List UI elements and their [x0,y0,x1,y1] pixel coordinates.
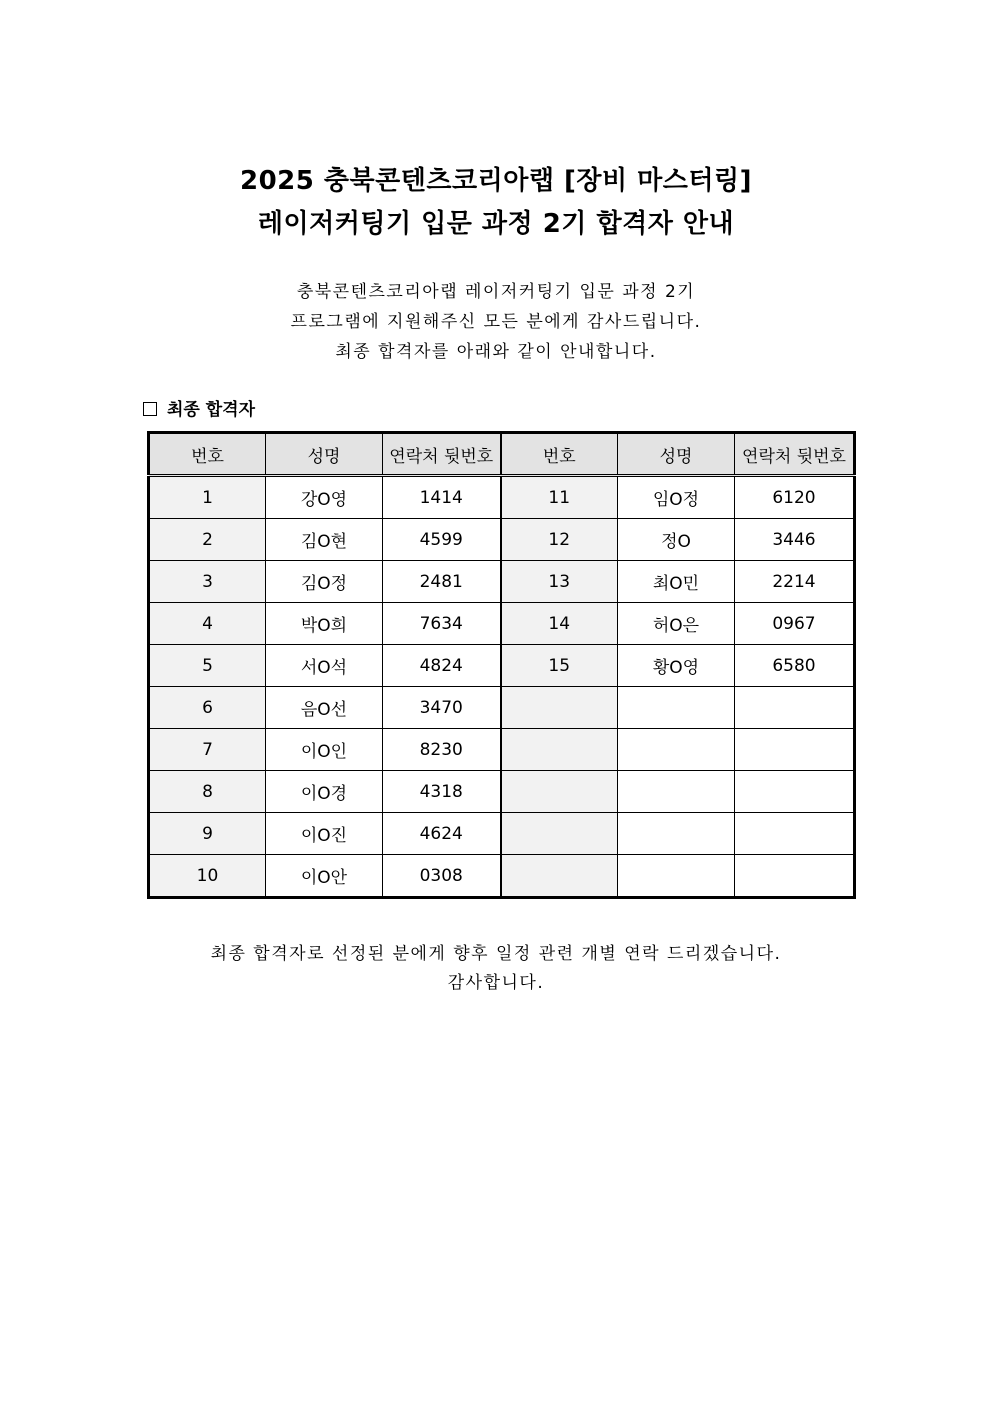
table-row [149,519,855,561]
table-row [149,813,855,855]
cell-name: 이O진 [266,813,383,855]
cell-contact: 8230 [383,729,501,771]
cell-number: 5 [149,645,266,687]
cell-number: 10 [149,855,266,898]
cell-number: 4 [149,603,266,645]
cell-contact: 3470 [383,687,501,729]
cell-contact: 4624 [383,813,501,855]
table-row [149,729,855,771]
table-header-row [149,433,855,476]
cell-name: 강O영 [266,476,383,519]
cell-number: 11 [501,476,618,519]
cell-contact: 2214 [735,561,855,603]
header-number-1: 번호 [149,433,266,476]
cell-contact [735,813,855,855]
cell-contact: 4824 [383,645,501,687]
cell-name: 서O석 [266,645,383,687]
cell-contact [735,771,855,813]
cell-number [501,771,618,813]
cell-name: 정O [618,519,735,561]
cell-contact [735,729,855,771]
cell-name: 박O희 [266,603,383,645]
cell-name: 김O정 [266,561,383,603]
section-heading-label: 최종 합격자 [167,400,256,420]
cell-contact: 6120 [735,476,855,519]
cell-number: 2 [149,519,266,561]
cell-name: 음O선 [266,687,383,729]
cell-name: 이O안 [266,855,383,898]
closing-line-2: 감사합니다. [447,973,545,993]
cell-name: 이O인 [266,729,383,771]
intro-line-1: 충북콘텐츠코리아랩 레이저커팅기 입문 과정 2기 [296,282,696,302]
checkbox-square-icon [143,402,157,416]
cell-number: 13 [501,561,618,603]
table-row [149,771,855,813]
document-title-line-1: 2025 충북콘텐츠코리아랩 [장비 마스터링] [239,166,753,196]
cell-number: 12 [501,519,618,561]
cell-number: 3 [149,561,266,603]
cell-contact: 3446 [735,519,855,561]
passer-table [147,431,856,899]
header-contact-1: 연락처 뒷번호 [383,433,501,476]
cell-number: 8 [149,771,266,813]
document-title-line-2: 레이저커팅기 입문 과정 2기 합격자 안내 [257,209,735,239]
closing-line-1: 최종 합격자로 선정된 분에게 향후 일정 관련 개별 연락 드리겠습니다. [210,944,782,964]
cell-contact: 0308 [383,855,501,898]
cell-name: 황O영 [618,645,735,687]
cell-name: 김O현 [266,519,383,561]
cell-name: 허O은 [618,603,735,645]
table-row [149,687,855,729]
cell-contact: 7634 [383,603,501,645]
cell-name [618,855,735,898]
header-number-2: 번호 [501,433,618,476]
cell-number [501,729,618,771]
cell-name [618,771,735,813]
cell-number: 9 [149,813,266,855]
intro-line-2: 프로그램에 지원해주신 모든 분에게 감사드립니다. [290,312,702,332]
cell-number [501,813,618,855]
cell-number: 15 [501,645,618,687]
cell-name [618,687,735,729]
table-row [149,476,855,519]
cell-number: 6 [149,687,266,729]
cell-contact: 4599 [383,519,501,561]
cell-number: 14 [501,603,618,645]
cell-contact: 4318 [383,771,501,813]
cell-name: 임O정 [618,476,735,519]
cell-name: 최O민 [618,561,735,603]
cell-number: 1 [149,476,266,519]
header-contact-2: 연락처 뒷번호 [735,433,855,476]
cell-contact: 0967 [735,603,855,645]
cell-contact: 6580 [735,645,855,687]
cell-contact: 1414 [383,476,501,519]
cell-contact [735,687,855,729]
cell-number: 7 [149,729,266,771]
header-name-2: 성명 [618,433,735,476]
cell-number [501,855,618,898]
cell-name [618,813,735,855]
cell-name [618,729,735,771]
cell-name: 이O경 [266,771,383,813]
intro-line-3: 최종 합격자를 아래와 같이 안내합니다. [335,342,657,362]
section-heading [143,395,255,420]
cell-contact: 2481 [383,561,501,603]
cell-contact [735,855,855,898]
cell-number [501,687,618,729]
table-row [149,561,855,603]
table-row [149,603,855,645]
header-name-1: 성명 [266,433,383,476]
table-row [149,645,855,687]
table-row [149,855,855,898]
